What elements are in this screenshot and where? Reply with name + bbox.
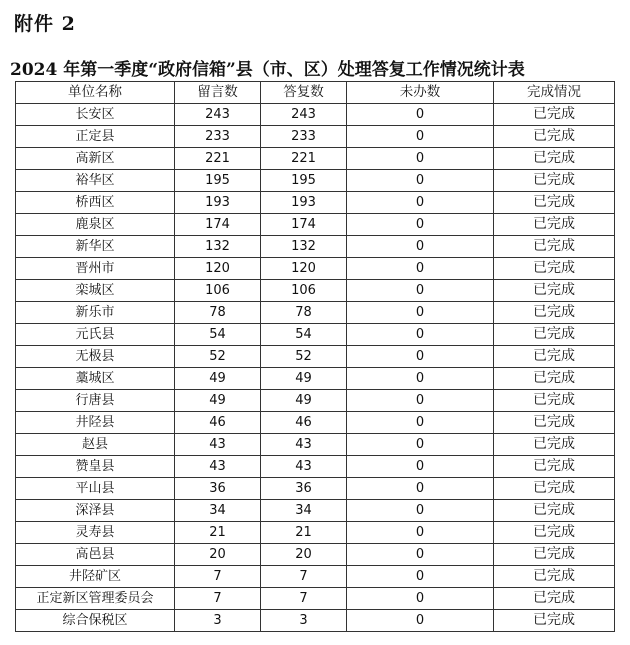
pending-count-cell: 0: [347, 148, 494, 170]
pending-count-cell: 0: [347, 412, 494, 434]
reply-count-cell: 52: [261, 346, 347, 368]
message-count-cell: 233: [175, 126, 261, 148]
table-row: [16, 478, 615, 500]
reply-count-cell: 21: [261, 522, 347, 544]
message-count-cell: 21: [175, 522, 261, 544]
completion-status-cell: 已完成: [494, 302, 615, 324]
pending-count-cell: 0: [347, 192, 494, 214]
pending-count-cell: 0: [347, 104, 494, 126]
header-reply-count: 答复数: [261, 82, 347, 104]
reply-count-cell: 106: [261, 280, 347, 302]
completion-status-cell: 已完成: [494, 456, 615, 478]
reply-count-cell: 243: [261, 104, 347, 126]
completion-status-cell: 已完成: [494, 170, 615, 192]
reply-count-cell: 195: [261, 170, 347, 192]
unit-name-cell: 灵寿县: [16, 522, 175, 544]
table-row: [16, 148, 615, 170]
header-completion-status: 完成情况: [494, 82, 615, 104]
table-row: [16, 104, 615, 126]
pending-count-cell: 0: [347, 434, 494, 456]
reply-count-cell: 49: [261, 368, 347, 390]
table-row: [16, 544, 615, 566]
reply-count-cell: 174: [261, 214, 347, 236]
pending-count-cell: 0: [347, 544, 494, 566]
completion-status-cell: 已完成: [494, 522, 615, 544]
unit-name-cell: 新华区: [16, 236, 175, 258]
reply-count-cell: 34: [261, 500, 347, 522]
message-count-cell: 221: [175, 148, 261, 170]
unit-name-cell: 正定新区管理委员会: [16, 588, 175, 610]
reply-count-cell: 7: [261, 566, 347, 588]
unit-name-cell: 综合保税区: [16, 610, 175, 632]
message-count-cell: 54: [175, 324, 261, 346]
table-row: [16, 412, 615, 434]
completion-status-cell: 已完成: [494, 500, 615, 522]
table-row: [16, 456, 615, 478]
pending-count-cell: 0: [347, 610, 494, 632]
table-row: [16, 522, 615, 544]
message-count-cell: 243: [175, 104, 261, 126]
reply-count-cell: 132: [261, 236, 347, 258]
message-count-cell: 43: [175, 456, 261, 478]
message-count-cell: 120: [175, 258, 261, 280]
completion-status-cell: 已完成: [494, 368, 615, 390]
unit-name-cell: 晋州市: [16, 258, 175, 280]
unit-name-cell: 桥西区: [16, 192, 175, 214]
table-row: [16, 280, 615, 302]
completion-status-cell: 已完成: [494, 390, 615, 412]
unit-name-cell: 无极县: [16, 346, 175, 368]
reply-count-cell: 233: [261, 126, 347, 148]
message-count-cell: 36: [175, 478, 261, 500]
message-count-cell: 7: [175, 566, 261, 588]
reply-count-cell: 43: [261, 456, 347, 478]
table-row: [16, 500, 615, 522]
message-count-cell: 7: [175, 588, 261, 610]
unit-name-cell: 高邑县: [16, 544, 175, 566]
message-count-cell: 49: [175, 390, 261, 412]
pending-count-cell: 0: [347, 588, 494, 610]
message-count-cell: 34: [175, 500, 261, 522]
table-row: [16, 368, 615, 390]
pending-count-cell: 0: [347, 280, 494, 302]
table-row: [16, 324, 615, 346]
unit-name-cell: 长安区: [16, 104, 175, 126]
completion-status-cell: 已完成: [494, 610, 615, 632]
header-message-count: 留言数: [175, 82, 261, 104]
pending-count-cell: 0: [347, 170, 494, 192]
pending-count-cell: 0: [347, 214, 494, 236]
completion-status-cell: 已完成: [494, 280, 615, 302]
completion-status-cell: 已完成: [494, 214, 615, 236]
table-row: [16, 346, 615, 368]
reply-count-cell: 43: [261, 434, 347, 456]
pending-count-cell: 0: [347, 324, 494, 346]
message-count-cell: 195: [175, 170, 261, 192]
message-count-cell: 78: [175, 302, 261, 324]
table-row: [16, 236, 615, 258]
pending-count-cell: 0: [347, 346, 494, 368]
completion-status-cell: 已完成: [494, 412, 615, 434]
table-row: [16, 610, 615, 632]
completion-status-cell: 已完成: [494, 236, 615, 258]
table-row: [16, 434, 615, 456]
completion-status-cell: 已完成: [494, 588, 615, 610]
completion-status-cell: 已完成: [494, 346, 615, 368]
completion-status-cell: 已完成: [494, 258, 615, 280]
table-row: [16, 258, 615, 280]
table-row: [16, 390, 615, 412]
reply-count-cell: 54: [261, 324, 347, 346]
message-count-cell: 106: [175, 280, 261, 302]
table-row: [16, 302, 615, 324]
pending-count-cell: 0: [347, 566, 494, 588]
pending-count-cell: 0: [347, 302, 494, 324]
pending-count-cell: 0: [347, 390, 494, 412]
message-count-cell: 43: [175, 434, 261, 456]
table-row: [16, 566, 615, 588]
reply-count-cell: 3: [261, 610, 347, 632]
unit-name-cell: 井陉县: [16, 412, 175, 434]
table-header-row: [16, 82, 615, 104]
unit-name-cell: 行唐县: [16, 390, 175, 412]
table-row: [16, 192, 615, 214]
statistics-table: [15, 81, 615, 632]
unit-name-cell: 赞皇县: [16, 456, 175, 478]
completion-status-cell: 已完成: [494, 126, 615, 148]
unit-name-cell: 栾城区: [16, 280, 175, 302]
unit-name-cell: 赵县: [16, 434, 175, 456]
unit-name-cell: 新乐市: [16, 302, 175, 324]
completion-status-cell: 已完成: [494, 478, 615, 500]
pending-count-cell: 0: [347, 500, 494, 522]
completion-status-cell: 已完成: [494, 104, 615, 126]
unit-name-cell: 深泽县: [16, 500, 175, 522]
attachment-label: 附件 2: [14, 13, 76, 35]
reply-count-cell: 46: [261, 412, 347, 434]
completion-status-cell: 已完成: [494, 148, 615, 170]
unit-name-cell: 井陉矿区: [16, 566, 175, 588]
table-row: [16, 214, 615, 236]
completion-status-cell: 已完成: [494, 434, 615, 456]
reply-count-cell: 36: [261, 478, 347, 500]
table-body: [16, 104, 615, 632]
table-row: [16, 170, 615, 192]
completion-status-cell: 已完成: [494, 192, 615, 214]
completion-status-cell: 已完成: [494, 544, 615, 566]
table-row: [16, 588, 615, 610]
pending-count-cell: 0: [347, 126, 494, 148]
document-title: 2024 年第一季度“政府信箱”县（市、区）处理答复工作情况统计表: [10, 60, 525, 80]
message-count-cell: 46: [175, 412, 261, 434]
unit-name-cell: 高新区: [16, 148, 175, 170]
unit-name-cell: 藁城区: [16, 368, 175, 390]
reply-count-cell: 20: [261, 544, 347, 566]
message-count-cell: 193: [175, 192, 261, 214]
unit-name-cell: 元氏县: [16, 324, 175, 346]
reply-count-cell: 7: [261, 588, 347, 610]
reply-count-cell: 120: [261, 258, 347, 280]
pending-count-cell: 0: [347, 478, 494, 500]
unit-name-cell: 正定县: [16, 126, 175, 148]
table-row: [16, 126, 615, 148]
reply-count-cell: 49: [261, 390, 347, 412]
unit-name-cell: 裕华区: [16, 170, 175, 192]
pending-count-cell: 0: [347, 368, 494, 390]
pending-count-cell: 0: [347, 456, 494, 478]
completion-status-cell: 已完成: [494, 324, 615, 346]
header-pending-count: 未办数: [347, 82, 494, 104]
message-count-cell: 3: [175, 610, 261, 632]
message-count-cell: 20: [175, 544, 261, 566]
completion-status-cell: 已完成: [494, 566, 615, 588]
message-count-cell: 174: [175, 214, 261, 236]
pending-count-cell: 0: [347, 522, 494, 544]
message-count-cell: 52: [175, 346, 261, 368]
pending-count-cell: 0: [347, 258, 494, 280]
header-unit-name: 单位名称: [16, 82, 175, 104]
message-count-cell: 49: [175, 368, 261, 390]
reply-count-cell: 78: [261, 302, 347, 324]
pending-count-cell: 0: [347, 236, 494, 258]
message-count-cell: 132: [175, 236, 261, 258]
reply-count-cell: 193: [261, 192, 347, 214]
reply-count-cell: 221: [261, 148, 347, 170]
unit-name-cell: 平山县: [16, 478, 175, 500]
unit-name-cell: 鹿泉区: [16, 214, 175, 236]
